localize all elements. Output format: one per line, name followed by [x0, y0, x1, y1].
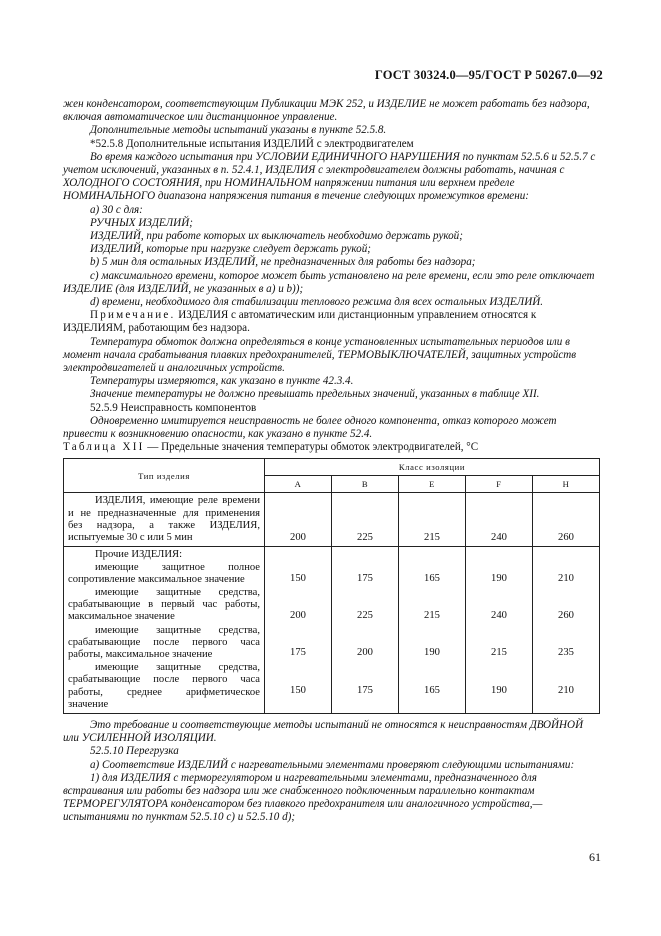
value-column [265, 547, 332, 714]
class-header: А [265, 476, 332, 493]
value-cell: 210 [558, 685, 574, 697]
value-cell: 240 [491, 610, 507, 622]
value-cell: 175 [357, 685, 373, 697]
table-caption-label: Таблица XII [63, 441, 145, 454]
value-cell: 215 [424, 610, 440, 622]
value-cell: 150 [290, 685, 306, 697]
row-type: ИЗДЕЛИЯ, имеющие реле времени и не предназначенные для применения без надзора, а также ИЗДЕЛИЯ, испытуемые 30 с или 5 мин [64, 493, 265, 547]
row-type-group [64, 547, 265, 714]
temperature-table [63, 458, 600, 713]
value-cell: 200 [290, 610, 306, 622]
list-item: РУЧНЫХ ИЗДЕЛИЙ; [90, 216, 193, 229]
value-cell: 215 [399, 493, 466, 547]
value-cell: 175 [357, 573, 373, 585]
page-number: 61 [589, 850, 601, 864]
class-header: F [466, 476, 533, 493]
paragraph: Температуры измеряются, как указано в пункте 42.3.4. [90, 375, 354, 388]
row-type: имеющие защитные средства, срабатывающие после первого часа работы, максимальное значение [68, 624, 260, 660]
value-cell: 190 [424, 647, 440, 659]
paragraph: Одновременно имитируется неисправность не более одного компонента, отказ которого может привести к возникновению опасности, как указано в пункте 52.4. [63, 414, 557, 441]
paragraph: Это требование и соответствующие методы испытаний не относятся к неисправностям ДВОЙНОЙ или УСИЛЕННОЙ ИЗОЛЯЦИИ. [63, 718, 584, 745]
list-item: b) 5 мин для остальных ИЗДЕЛИЙ, не предназначенных для работы без надзора; [90, 256, 476, 269]
class-header: Н [533, 476, 600, 493]
value-cell: 150 [290, 573, 306, 585]
paragraph: жен конденсатором, соответствующим Публикации МЭК 252, и ИЗДЕЛИЕ не может работать без надзора, включая автоматическое или дистанционное управление. [63, 98, 590, 124]
value-cell: 260 [533, 493, 600, 547]
row-type: имеющие защитные средства, срабатывающие в первый час работы, максимальное значение [68, 586, 260, 623]
paragraph: а) Соответствие ИЗДЕЛИЙ с нагревательными элементами проверяют следующими испытаниями: [90, 758, 575, 771]
value-cell: 240 [466, 493, 533, 547]
list-item: d) времени, необходимого для стабилизации теплового режима для всех остальных ИЗДЕЛИЙ. [90, 296, 543, 309]
value-cell: 225 [357, 610, 373, 622]
value-cell: 165 [424, 685, 440, 697]
section-heading: *52.5.8 Дополнительные испытания ИЗДЕЛИЙ с электродвигателем [90, 137, 414, 150]
paragraph: Во время каждого испытания при УСЛОВИИ ЕДИНИЧНОГО НАРУШЕНИЯ по пунктам 52.5.6 и 52.5.7 с учетом исключений, указанных в п. 52.4.1, ИЗДЕЛИЯ с электродвигателем должны работать, начиная с ХОЛОДНОГО СОСТОЯНИЯ, при НОМИНАЛЬНОМ напряжении питания или верхнем пределе НОМИНАЛЬНОГО диапазона напряжения питания в течение следующих промежутков времени: [63, 150, 596, 203]
value-cell: 235 [558, 647, 574, 659]
table-row [64, 493, 600, 547]
section-heading: 52.5.9 Неисправность компонентов [90, 401, 257, 414]
table-caption [63, 441, 600, 454]
value-cell: 210 [558, 573, 574, 585]
row-type: имеющие защитные средства, срабатывающие после первого часа работы, среднее арифметическое значение [68, 662, 260, 710]
paragraph: Значение температуры не должно превышать предельных значений, указанных в таблице XII. [90, 388, 540, 401]
paragraph: Температура обмоток должна определяться в конце установленных испытательных периодов или в момент начала срабатывания плавких предохранителей, ТЕРМОВЫКЛЮЧАТЕЛЕЙ, защитных устройств электродвигателей и аналогичных устройств. [63, 335, 577, 375]
col-header-type: Тип изделия [64, 459, 265, 493]
value-cell: 260 [558, 610, 574, 622]
value-cell: 200 [265, 493, 332, 547]
class-header: В [332, 476, 399, 493]
list-item: ИЗДЕЛИЙ, при работе которых их выключатель необходимо держать рукой; [90, 230, 463, 243]
note [63, 309, 600, 335]
class-header: Е [399, 476, 466, 493]
value-cell: 190 [491, 573, 507, 585]
value-column [332, 547, 399, 714]
col-header-class: Класс изоляции [265, 459, 600, 476]
table-caption-text: — Предельные значения температуры обмоток электродвигателей, °С [144, 441, 479, 454]
page-body [63, 98, 600, 825]
note-label: Примечание. [90, 309, 176, 322]
value-cell: 190 [491, 685, 507, 697]
value-column [533, 547, 600, 714]
note-text: ИЗДЕЛИЯ с автоматическим или дистанционным управлением относятся к ИЗДЕЛИЯМ, работающим без надзора. [63, 309, 537, 335]
value-cell: 175 [290, 647, 306, 659]
value-cell: 215 [491, 647, 507, 659]
value-cell: 225 [332, 493, 399, 547]
table-row-group [64, 547, 600, 714]
list-item: c) максимального времени, которое может быть установлено на реле времени, если это реле отключает ИЗДЕЛИЕ (для ИЗДЕЛИЙ, не указанных в а) и b)); [63, 269, 595, 295]
value-cell: 200 [357, 647, 373, 659]
paragraph: Дополнительные методы испытаний указаны в пункте 52.5.8. [90, 124, 387, 137]
document-header: ГОСТ 30324.0—95/ГОСТ Р 50267.0—92 [374, 68, 603, 82]
row-type: имеющие защитное полное сопротивление максимальное значение [68, 561, 260, 585]
list-item: а) 30 с для: [90, 203, 143, 216]
list-item: ИЗДЕЛИЙ, которые при нагрузке следует держать рукой; [90, 243, 371, 256]
value-column [399, 547, 466, 714]
value-cell: 165 [424, 573, 440, 585]
value-column [466, 547, 533, 714]
row-type: Прочие ИЗДЕЛИЯ: [95, 549, 183, 561]
section-heading: 52.5.10 Перегрузка [90, 745, 179, 758]
paragraph: 1) для ИЗДЕЛИЯ с терморегулятором и нагревательными элементами, предназначенного для встраивания или работы без надзора или же снабженного подключенным параллельно контактам ТЕРМОРЕГУЛЯТОРА конденсатором без плавкого предохранителя или аналогичного устройства,— испытаниями по пунктам 52.5.10 с) и 52.5.10 d); [63, 771, 543, 824]
